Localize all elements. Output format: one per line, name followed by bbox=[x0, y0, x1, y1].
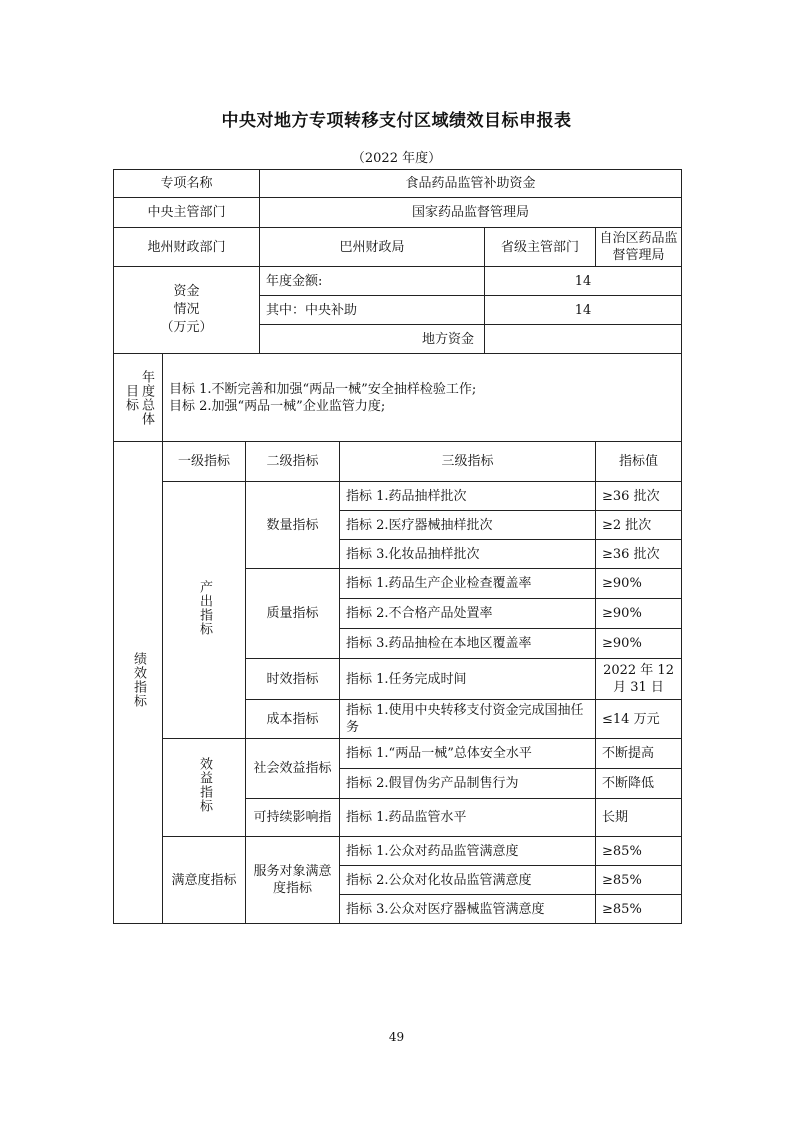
timeliness-indicators-label: 时效指标 bbox=[246, 659, 340, 700]
funds-label-line1: 资金 bbox=[173, 284, 200, 299]
indicator-row bbox=[114, 739, 682, 769]
finance-dept-row bbox=[114, 228, 682, 267]
provincial-dept-label: 省级主管部门 bbox=[485, 228, 596, 267]
indicator-value: 2022 年 12 月 31 日 bbox=[596, 659, 682, 700]
page-number: 49 bbox=[388, 1030, 405, 1044]
indicator-value: ≥2 批次 bbox=[596, 511, 682, 540]
indicator-value: 不断降低 bbox=[596, 769, 682, 799]
project-name-value: 食品药品监管补助资金 bbox=[260, 170, 682, 198]
goals-label-b: 年度总体 bbox=[139, 369, 154, 426]
indicator-value: ≥36 批次 bbox=[596, 482, 682, 511]
indicator-header-row bbox=[114, 442, 682, 482]
indicator-value: ≥90% bbox=[596, 569, 682, 599]
annual-goals-row bbox=[114, 354, 682, 442]
indicator-value: ≥85% bbox=[596, 837, 682, 866]
provincial-dept-value: 自治区药品监督管理局 bbox=[596, 228, 682, 267]
indicator-row bbox=[114, 482, 682, 511]
level1-header: 一级指标 bbox=[163, 442, 246, 482]
level2-header: 二级指标 bbox=[246, 442, 340, 482]
cost-indicators-label: 成本指标 bbox=[246, 700, 340, 739]
satisfaction-indicators-label: 满意度指标 bbox=[163, 837, 246, 924]
indicator-value: 长期 bbox=[596, 799, 682, 837]
performance-goal-table bbox=[113, 169, 682, 924]
indicator-name: 指标 1.药品监管水平 bbox=[340, 799, 596, 837]
central-dept-value: 国家药品监督管理局 bbox=[260, 198, 682, 228]
output-indicators-label: 产出指标 bbox=[163, 482, 246, 739]
social-benefit-label: 社会效益指标 bbox=[246, 739, 340, 799]
local-finance-value: 巴州财政局 bbox=[260, 228, 485, 267]
indicator-value: ≤14 万元 bbox=[596, 700, 682, 739]
indicator-value: ≥85% bbox=[596, 866, 682, 895]
central-subsidy-label: 其中：中央补助 bbox=[260, 296, 485, 325]
service-satisfaction-label: 服务对象满意度指标 bbox=[246, 837, 340, 924]
indicator-name: 指标 1.药品抽样批次 bbox=[340, 482, 596, 511]
indicator-value: ≥90% bbox=[596, 629, 682, 659]
indicator-name: 指标 1.公众对药品监管满意度 bbox=[340, 837, 596, 866]
local-funds-value bbox=[485, 325, 682, 354]
local-finance-label: 地州财政部门 bbox=[114, 228, 260, 267]
indicator-name: 指标 1.使用中央转移支付资金完成国抽任务 bbox=[340, 700, 596, 739]
goals-label bbox=[114, 354, 163, 442]
project-name-row bbox=[114, 170, 682, 198]
indicator-name: 指标 3.公众对医疗器械监管满意度 bbox=[340, 895, 596, 924]
indicator-name: 指标 3.化妆品抽样批次 bbox=[340, 540, 596, 569]
indicator-value: ≥85% bbox=[596, 895, 682, 924]
funds-label-line3: （万元） bbox=[160, 320, 213, 335]
indicator-value: ≥90% bbox=[596, 599, 682, 629]
project-name-label: 专项名称 bbox=[114, 170, 260, 198]
indicator-value: 不断提高 bbox=[596, 739, 682, 769]
goals-label-a: 目标 bbox=[123, 383, 138, 412]
indicator-name: 指标 1.任务完成时间 bbox=[340, 659, 596, 700]
sustainable-impact-label: 可持续影响指 bbox=[246, 799, 340, 837]
central-dept-label: 中央主管部门 bbox=[114, 198, 260, 228]
goal-line-2: 目标 2.加强“两品一械”企业监管力度; bbox=[169, 398, 386, 414]
annual-amount-value: 14 bbox=[485, 267, 682, 296]
indicator-name: 指标 2.不合格产品处置率 bbox=[340, 599, 596, 629]
level3-header: 三级指标 bbox=[340, 442, 596, 482]
central-subsidy-value: 14 bbox=[485, 296, 682, 325]
performance-indicators-label: 绩效指标 bbox=[114, 442, 163, 924]
funds-label bbox=[114, 267, 260, 354]
quality-indicators-label: 质量指标 bbox=[246, 569, 340, 659]
goal-line-1: 目标 1.不断完善和加强“两品一械”安全抽样检验工作; bbox=[169, 381, 477, 397]
value-header: 指标值 bbox=[596, 442, 682, 482]
central-dept-row bbox=[114, 198, 682, 228]
indicator-name: 指标 2.假冒伪劣产品制售行为 bbox=[340, 769, 596, 799]
indicator-name: 指标 2.医疗器械抽样批次 bbox=[340, 511, 596, 540]
indicator-name: 指标 2.公众对化妆品监管满意度 bbox=[340, 866, 596, 895]
indicator-name: 指标 1.“两品一械”总体安全水平 bbox=[340, 739, 596, 769]
quantity-indicators-label: 数量指标 bbox=[246, 482, 340, 569]
funds-annual-row bbox=[114, 267, 682, 296]
year-subtitle: （2022 年度） bbox=[351, 151, 442, 166]
goals-content bbox=[163, 354, 682, 442]
local-funds-label: 地方资金 bbox=[260, 325, 485, 354]
indicator-value: ≥36 批次 bbox=[596, 540, 682, 569]
funds-label-line2: 情况 bbox=[173, 302, 200, 317]
indicator-name: 指标 3.药品抽检在本地区覆盖率 bbox=[340, 629, 596, 659]
indicator-name: 指标 1.药品生产企业检查覆盖率 bbox=[340, 569, 596, 599]
page-title: 中央对地方专项转移支付区域绩效目标申报表 bbox=[221, 111, 572, 131]
benefit-indicators-label: 效益指标 bbox=[163, 739, 246, 837]
indicator-row bbox=[114, 837, 682, 866]
annual-amount-label: 年度金额: bbox=[260, 267, 485, 296]
